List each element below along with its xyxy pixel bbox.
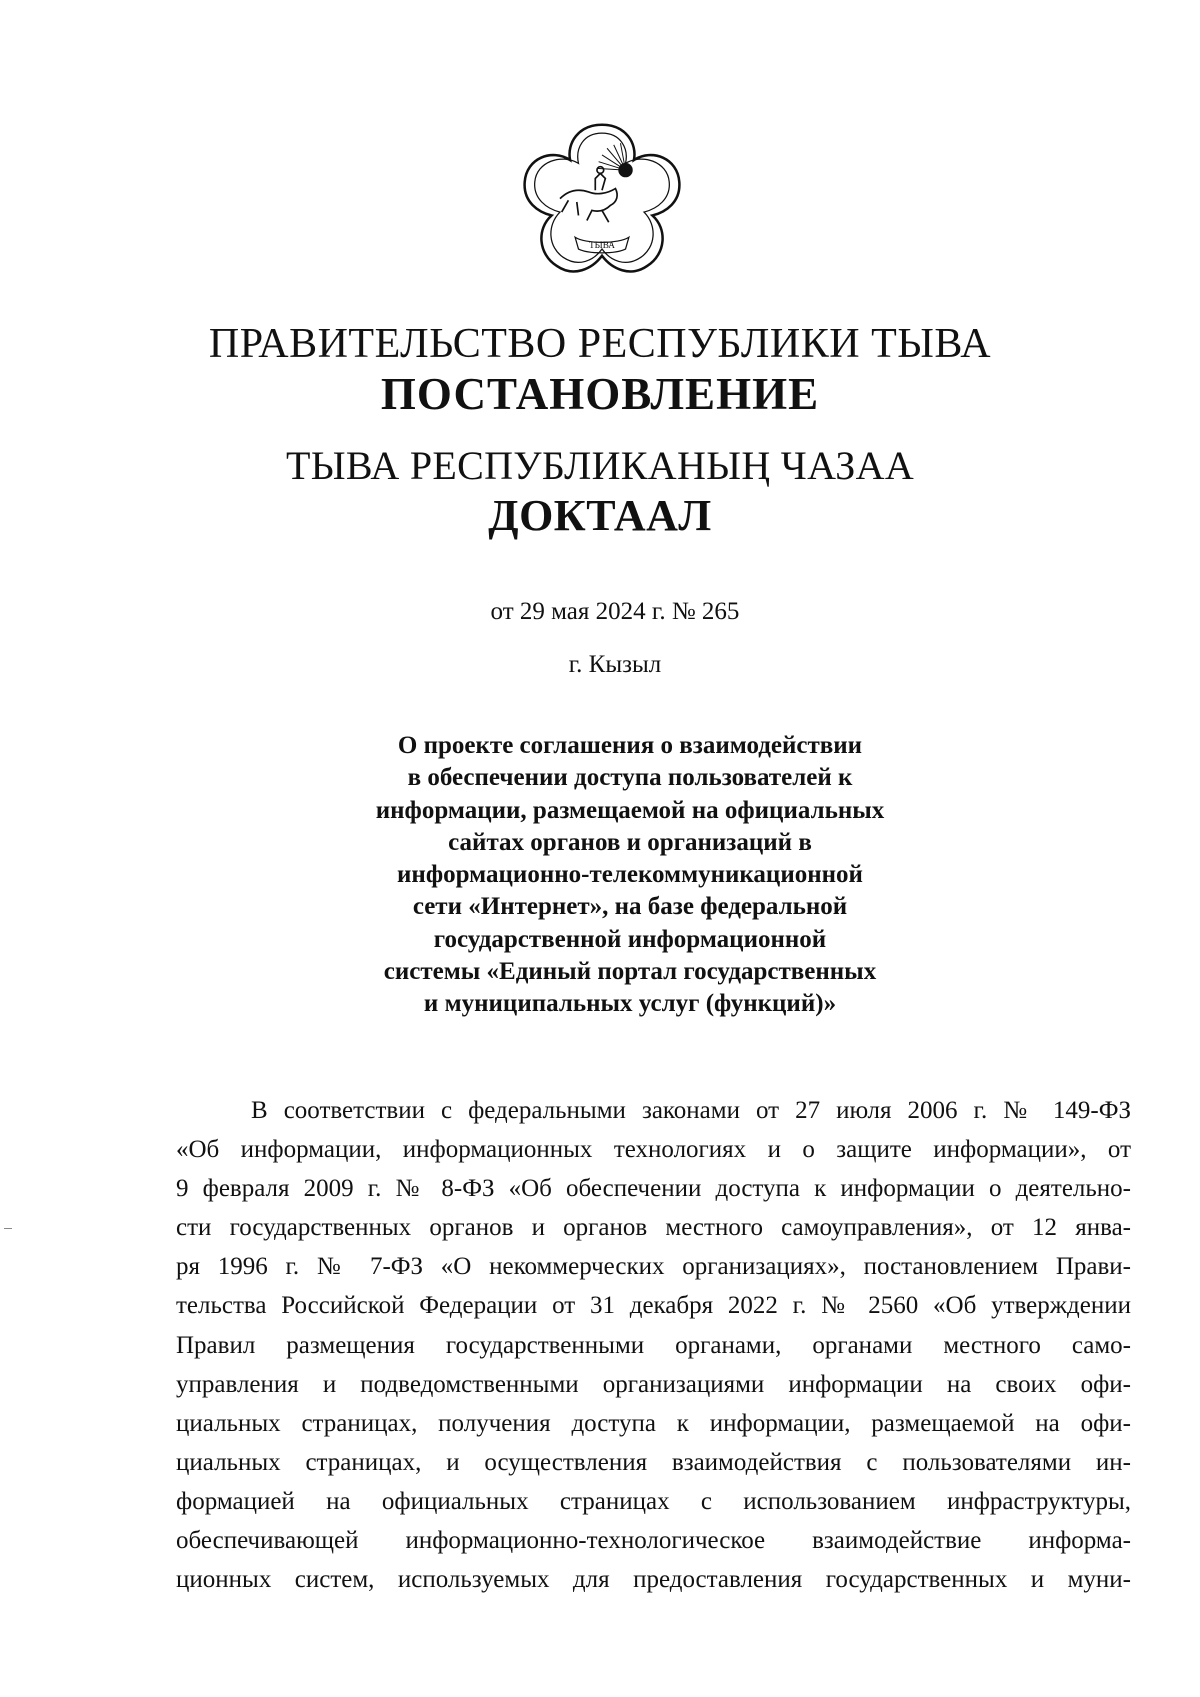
body-line: циальных страницах, получения доступа к информации, размещаемой на офи- [176,1409,1131,1437]
body-line: обеспечивающей информационно-технологическое взаимодействие информа- [176,1527,1131,1555]
body-line: циальных страницах, и осуществления взаимодействия с пользователями ин- [176,1448,1131,1476]
body-line: тельства Российской Федерации от 31 декабря 2022 г. № 2560 «Об утверждении [176,1292,1131,1320]
government-name-tyv: ТЫВА РЕСПУБЛИКАНЫҢ ЧАЗАА [285,443,915,488]
document-date-number: от 29 мая 2024 г. № 265 [490,598,740,625]
body-line: управления и подведомственными организациями информации на своих офи- [176,1370,1131,1398]
body-line: формацией на официальных страницах с использованием инфраструктуры, [176,1487,1131,1515]
document-city: г. Кызыл [568,651,662,678]
document-type-ru: ПОСТАНОВЛЕНИЕ [380,369,820,419]
document-subject [300,730,960,1021]
subject-line: государственной информационной [433,925,827,953]
subject-line: О проекте соглашения о взаимодействии [397,732,863,759]
emblem-ribbon-text: ТЫВА [589,240,615,251]
subject-line: системы «Единый портал государственных [383,958,877,986]
body-line: ря 1996 г. № 7-ФЗ «О некоммерческих организациях», постановлением Прави- [176,1253,1131,1281]
body-line: 9 февраля 2009 г. № 8-ФЗ «Об обеспечении доступа к информации о деятельно- [176,1175,1131,1203]
body-line: ционных систем, используемых для предоставления государственных и муни- [176,1566,1131,1594]
subject-line: в обеспечении доступа пользователей к [407,764,853,792]
subject-line: сайтах органов и организаций в [448,828,812,856]
body-line: «Об информации, информационных технологиях и о защите информации», от [176,1136,1131,1164]
body-line: Правил размещения государственными органами, органами местного само- [176,1331,1131,1359]
subject-line: информации, размещаемой на официальных [375,796,885,824]
body-line: В соответствии с федеральными законами от 27 июля 2006 г. № 149-ФЗ [251,1097,1131,1124]
government-name-ru: ПРАВИТЕЛЬСТВО РЕСПУБЛИКИ ТЫВА [208,321,992,367]
scan-margin-mark [4,1228,12,1229]
subject-line: информационно-телекоммуникационной [397,861,863,889]
subject-line: и муниципальных услуг (функций)» [423,990,837,1018]
body-line: сти государственных органов и органов местного самоуправления», от 12 янва- [176,1214,1131,1242]
coat-of-arms-tuva-icon [518,118,686,286]
subject-line: сети «Интернет», на базе федеральной [412,893,848,921]
document-type-tyv: ДОКТААЛ [488,491,712,540]
document-body [176,1091,1131,1599]
